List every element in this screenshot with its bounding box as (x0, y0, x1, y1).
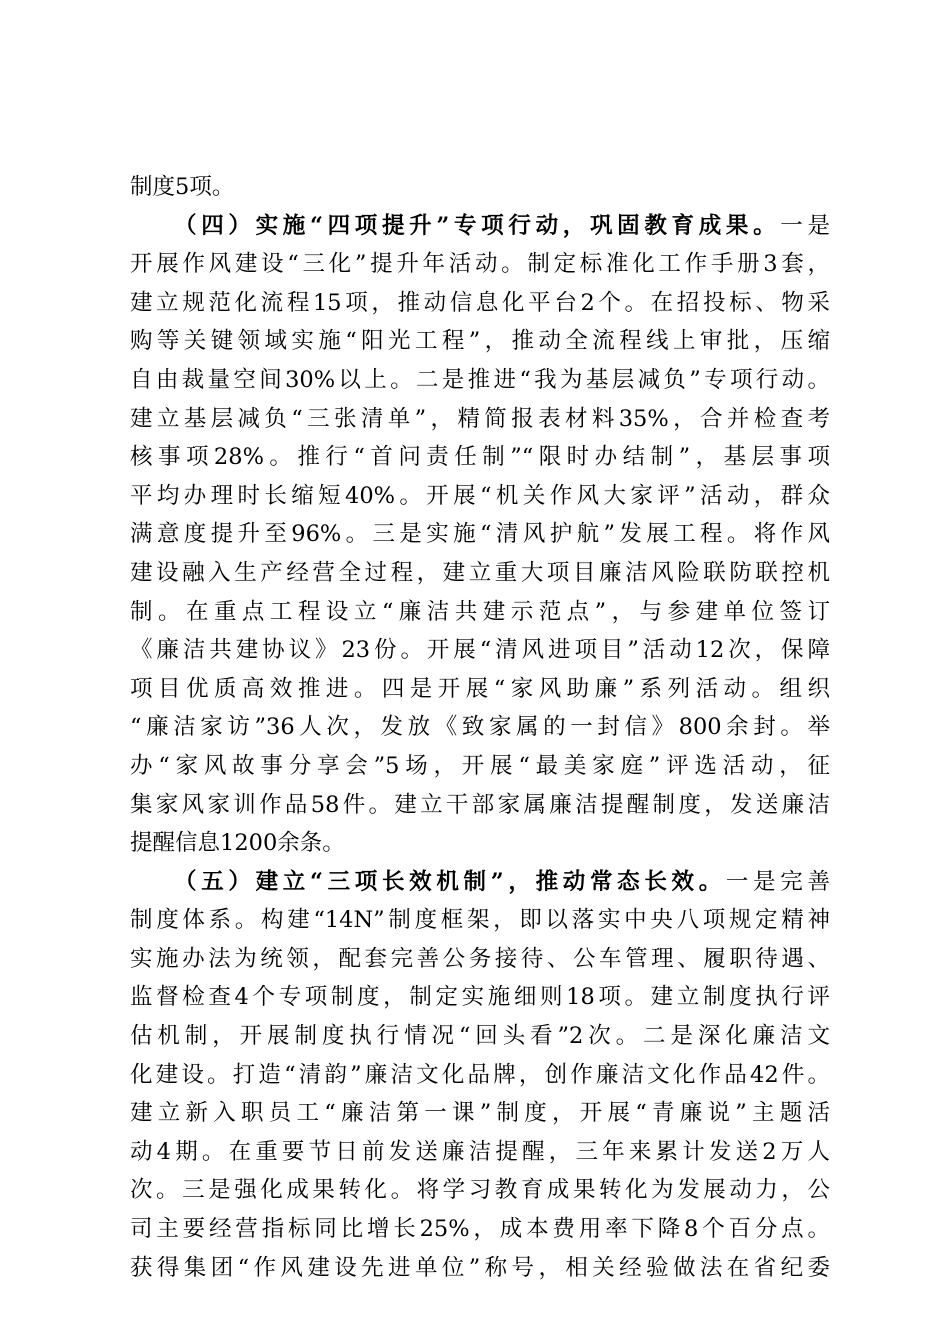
text-line (130, 747, 830, 786)
line-text: 提醒信息1200余条。 (130, 830, 345, 857)
text-line (130, 1210, 830, 1249)
text-line (130, 284, 830, 323)
line-text: 满意度提升至96%。三是实施“清风护航”发展工程。将作风 (130, 521, 830, 548)
text-line (130, 786, 830, 825)
text-line (130, 863, 830, 902)
line-text: 获得集团“作风建设先进单位”称号，相关经验做法在省纪委 (130, 1254, 830, 1281)
text-line (130, 168, 830, 207)
text-line (130, 554, 830, 593)
line-text: 《廉洁共建协议》23份。开展“清风进项目”活动12次，保障 (130, 637, 830, 664)
text-line (130, 1249, 830, 1288)
line-text: 实施办法为统领，配套完善公务接待、公车管理、履职待遇、 (130, 945, 830, 972)
line-text: 制。在重点工程设立“廉洁共建示范点”，与参建单位签订 (130, 598, 830, 625)
line-text: 化建设。打造“清韵”廉洁文化品牌，创作廉洁文化作品42件。 (130, 1061, 830, 1088)
text-line (130, 361, 830, 400)
text-line (130, 978, 830, 1017)
line-text: 次。三是强化成果转化。将学习教育成果转化为发展动力，公 (130, 1177, 830, 1204)
line-text: 一是完善 (725, 868, 830, 895)
line-text: 办“家风故事分享会”5场，开展“最美家庭”评选活动，征 (130, 752, 830, 779)
text-line (130, 940, 830, 979)
line-text: 平均办理时长缩短40%。开展“机关作风大家评”活动，群众 (130, 482, 830, 509)
text-line (130, 1056, 830, 1095)
line-text: 核事项28%。推行“首问责任制”“限时办结制”，基层事项 (130, 444, 830, 471)
text-line (130, 515, 830, 554)
text-line (130, 322, 830, 361)
text-line (130, 593, 830, 632)
line-text: 建立规范化流程15项，推动信息化平台2个。在招投标、物采 (130, 289, 830, 316)
line-text: 开展作风建设“三化”提升年活动。制定标准化工作手册3套， (130, 251, 830, 278)
line-text: 估机制，开展制度执行情况“回头看”2次。二是深化廉洁文 (130, 1023, 830, 1050)
text-line (130, 1017, 830, 1056)
line-text: 建设融入生产经营全过程，建立重大项目廉洁风险联防联控机 (130, 559, 830, 586)
line-text: 项目优质高效推进。四是开展“家风助廉”系列活动。组织 (130, 675, 830, 702)
line-text: 监督检查4个专项制度，制定实施细则18项。建立制度执行评 (130, 984, 830, 1011)
line-text: 司主要经营指标同比增长25%，成本费用率下降8个百分点。 (130, 1216, 830, 1243)
text-line (130, 477, 830, 516)
line-text: 制度5项。 (130, 174, 235, 200)
text-line (130, 245, 830, 284)
text-line (130, 207, 830, 246)
section-heading: （四）实施“四项提升”专项行动，巩固教育成果。 (174, 212, 781, 239)
text-line (130, 670, 830, 709)
line-text: 购等关键领域实施“阳光工程”，推动全流程线上审批，压缩 (130, 328, 830, 355)
text-line (130, 1094, 830, 1133)
line-text: 建立新入职员工“廉洁第一课”制度，开展“青廉说”主题活 (130, 1100, 830, 1127)
line-text: 一是 (780, 212, 830, 239)
line-text: 制度体系。构建“14N”制度框架，即以落实中央八项规定精神 (130, 907, 830, 934)
document-body (130, 168, 830, 1287)
line-text: 集家风家训作品58件。建立干部家属廉洁提醒制度，发送廉洁 (130, 791, 830, 818)
text-line (130, 708, 830, 747)
line-text: 动4期。在重要节日前发送廉洁提醒，三年来累计发送2万人 (130, 1138, 830, 1165)
line-text: 自由裁量空间30%以上。二是推进“我为基层减负”专项行动。 (130, 366, 830, 393)
text-line (130, 1133, 830, 1172)
line-text: “廉洁家访”36人次，发放《致家属的一封信》800余封。举 (130, 714, 830, 741)
section-heading: （五）建立“三项长效机制”，推动常态长效。 (174, 868, 726, 895)
line-text: 建立基层减负“三张清单”，精简报表材料35%，合并检查考 (130, 405, 830, 432)
text-line (130, 400, 830, 439)
text-line (130, 438, 830, 477)
text-line (130, 901, 830, 940)
text-line (130, 1171, 830, 1210)
text-line (130, 631, 830, 670)
text-line (130, 824, 830, 863)
